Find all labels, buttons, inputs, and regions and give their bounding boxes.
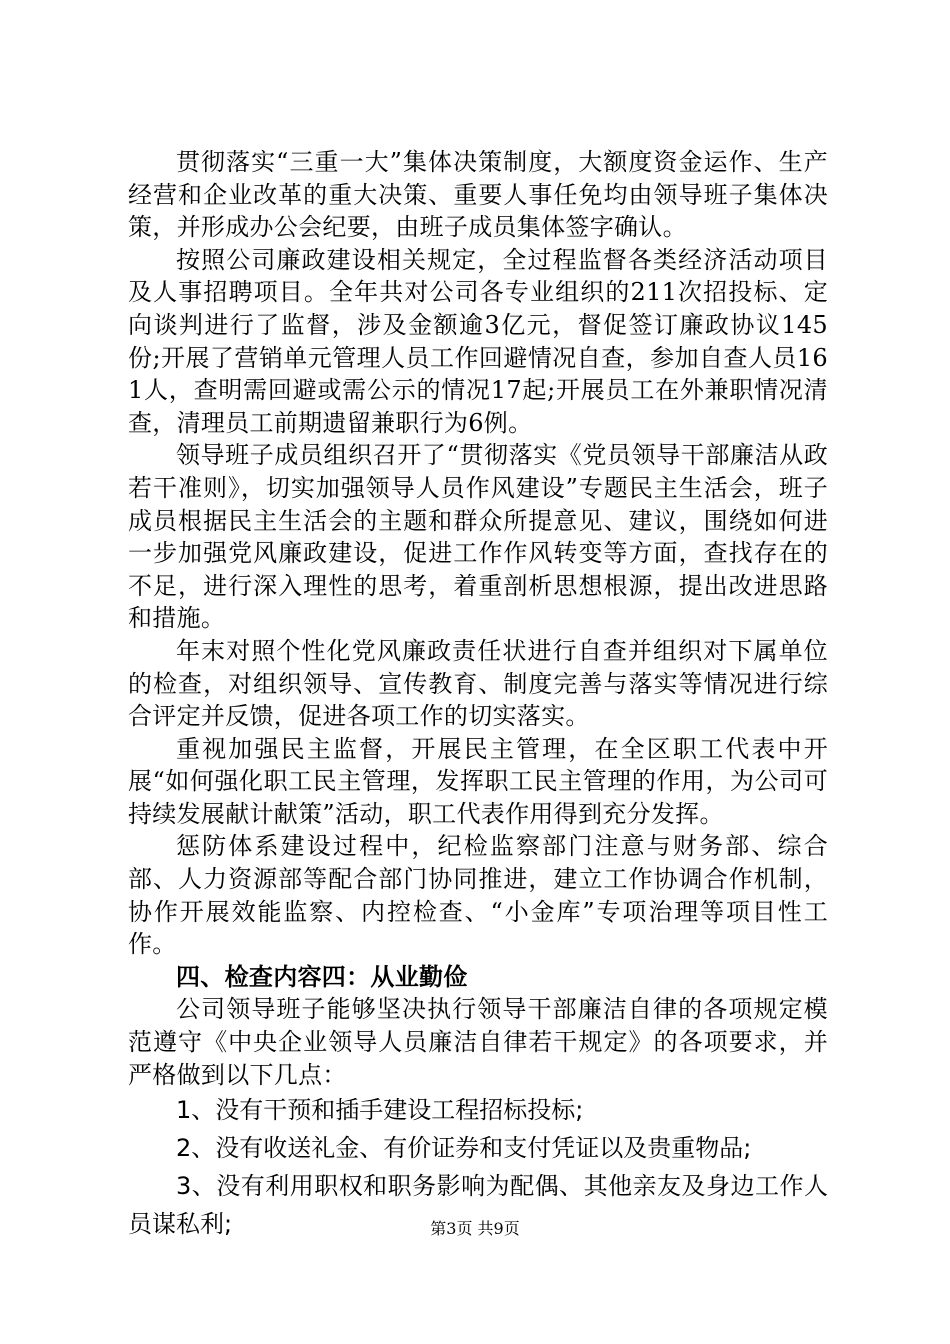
paragraph-democratic-life-meeting: 领导班子成员组织召开了“贯彻落实《党员领导干部廉洁从政若干准则》，切实加强领导人员作风建设”专题民主生活会，班子成员根据民主生活会的主题和群众所提意见、建议，围绕如何进一步加强党风廉政建设，促进工作作风转变等方面，查找存在的不足，进行深入理性的思考，着重剖析思想根源，提出改进思路和措施。	[128, 441, 828, 633]
section-heading: 四、检查内容四：从业勤俭	[176, 962, 468, 991]
paragraph-supervision-projects: 按照公司廉政建设相关规定，全过程监督各类经济活动项目及人事招聘项目。全年共对公司各专业组织的211次招投标、定向谈判进行了监督，涉及金额逾3亿元，督促签订廉政协议145份;开展了营销单元管理人员工作回避情况自查，参加自查人员161人，查明需回避或需公示的情况17起;开展员工在外兼职情况清查，清理员工前期遗留兼职行为6例。	[128, 245, 828, 437]
paragraph-three-important-one-large: 贯彻落实“三重一大”集体决策制度，大额度资金运作、生产经营和企业改革的重大决策、重要人事任免均由领导班子集体决策，并形成办公会纪要，由班子成员集体签字确认。	[128, 148, 828, 242]
list-item-1: 1、没有干预和插手建设工程招标投标;	[176, 1096, 584, 1125]
list-item-3: 3、没有利用职权和职务影响为配偶、其他亲友及身边工作人员谋私利;	[128, 1172, 828, 1239]
paragraph-year-end-self-check: 年末对照个性化党风廉政责任状进行自查并组织对下属单位的检查，对组织领导、宣传教育、制度完善与落实等情况进行综合评定并反馈，促进各项工作的切实落实。	[128, 636, 828, 731]
section-intro: 公司领导班子能够坚决执行领导干部廉洁自律的各项规定模范遵守《中央企业领导人员廉洁自律若干规定》的各项要求，并严格做到以下几点：	[128, 995, 828, 1089]
paragraph-prevention-system: 惩防体系建设过程中，纪检监察部门注意与财务部、综合部、人力资源部等配合部门协同推进，建立工作协调合作机制，协作开展效能监察、内控检查、“小金库”专项治理等项目性工作。	[128, 832, 828, 959]
document-body	[128, 146, 828, 1243]
list-item-2: 2、没有收送礼金、有价证券和支付凭证以及贵重物品;	[176, 1134, 752, 1163]
page-number-footer: 第3页 共9页	[430, 1219, 520, 1238]
paragraph-democratic-supervision: 重视加强民主监督，开展民主管理，在全区职工代表中开展“如何强化职工民主管理，发挥职工民主管理的作用，为公司可持续发展献计献策”活动，职工代表作用得到充分发挥。	[128, 734, 828, 828]
